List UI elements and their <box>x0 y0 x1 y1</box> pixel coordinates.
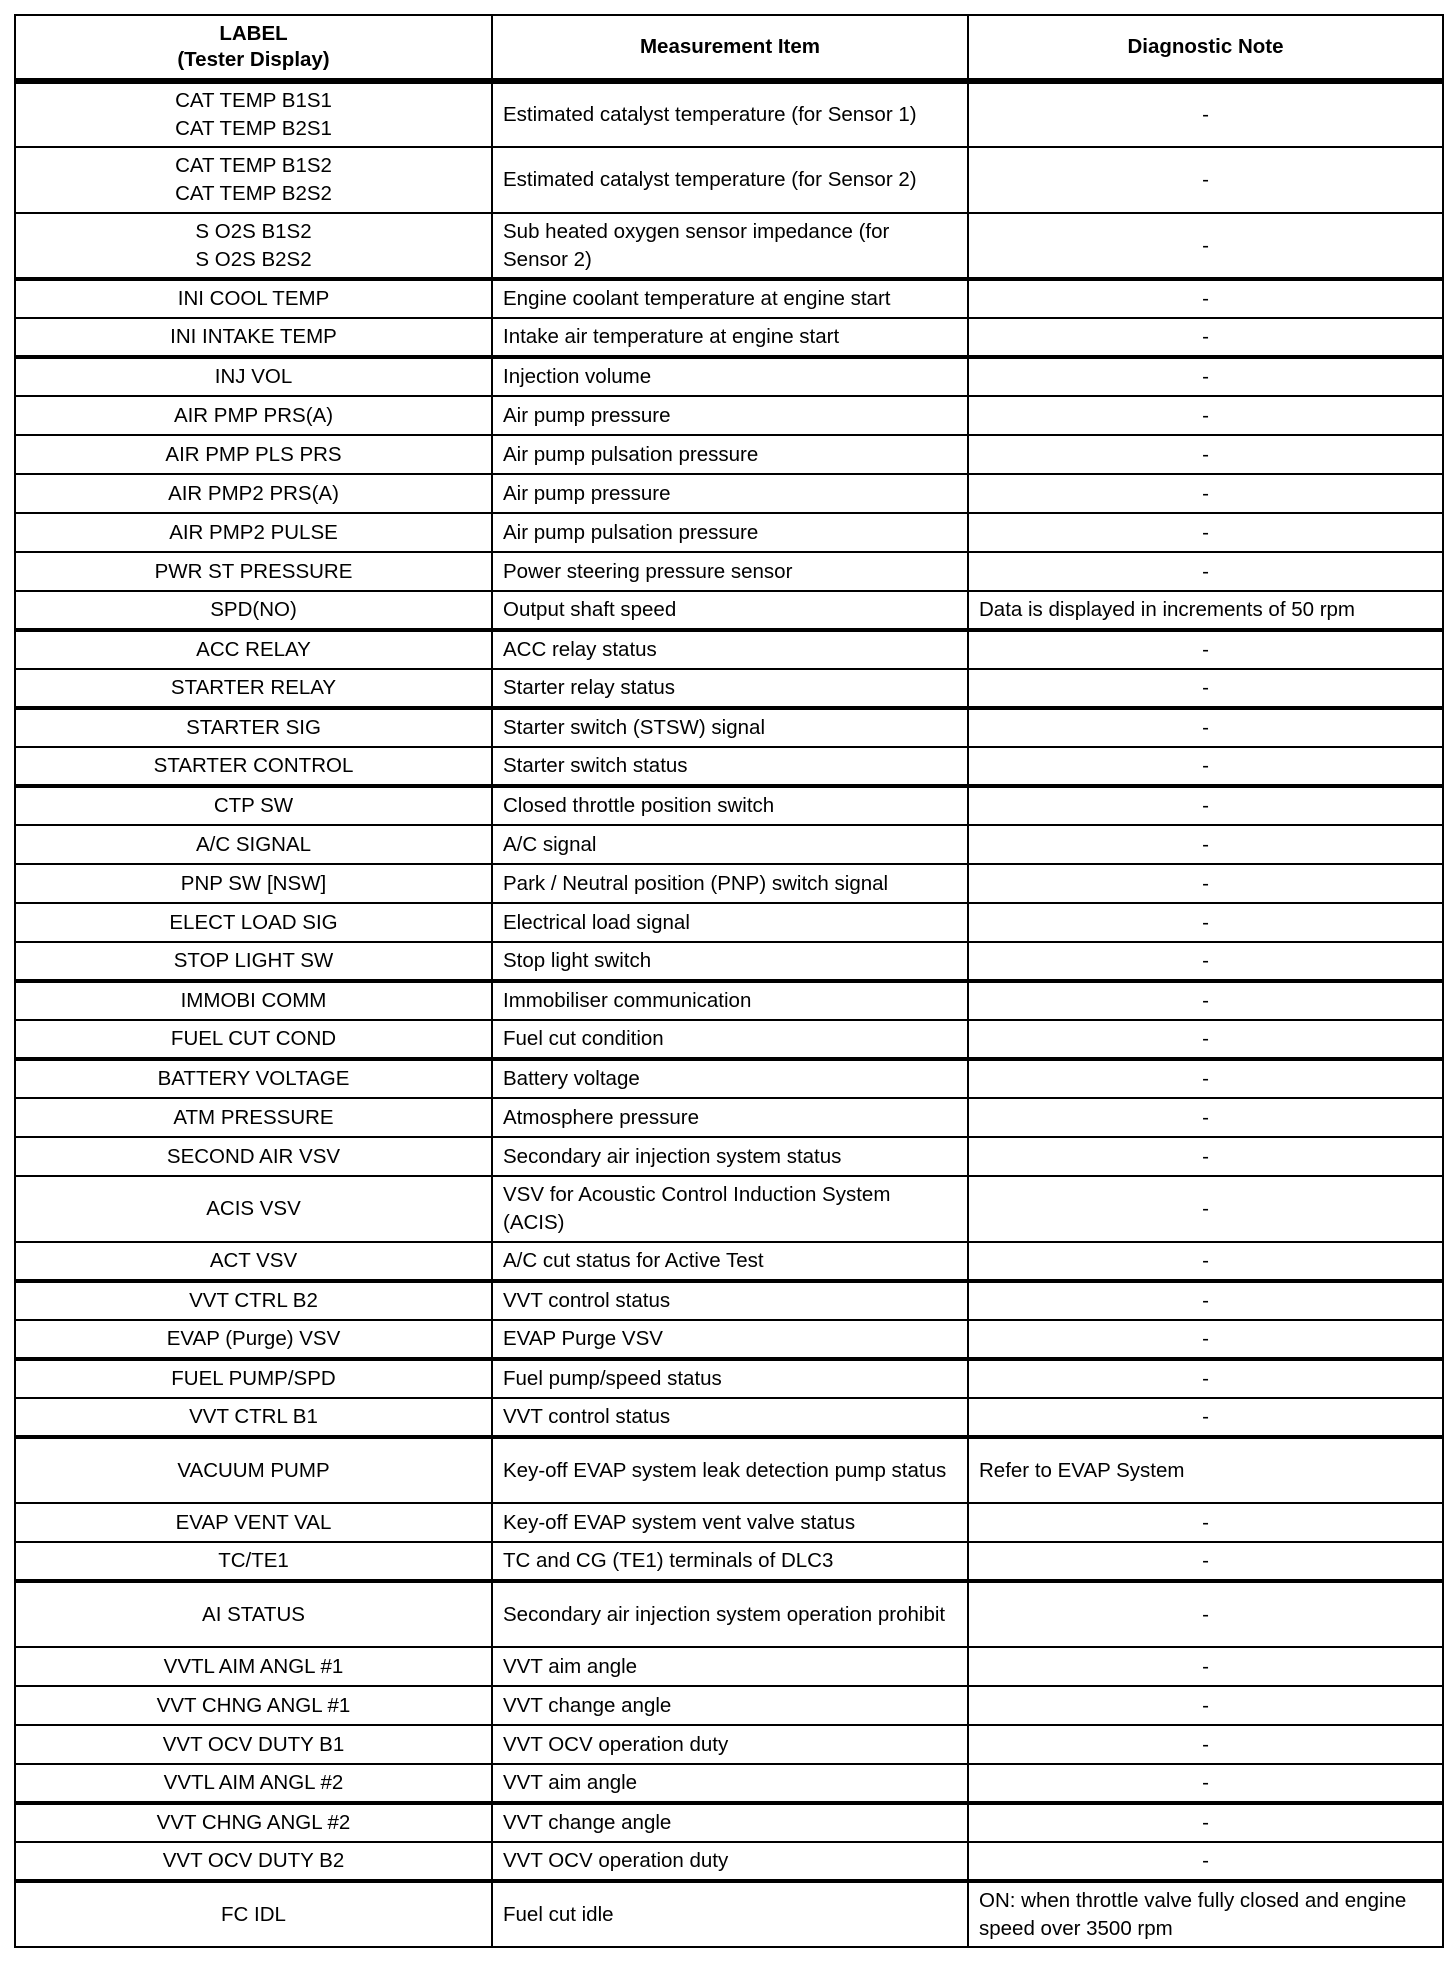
table-body <box>15 81 1443 1947</box>
row-label-line: S O2S B1S2 <box>195 219 312 243</box>
table-row <box>15 1881 1443 1947</box>
row-measurement-item: Starter switch (STSW) signal <box>492 708 968 747</box>
row-diagnostic-note: - <box>968 747 1443 786</box>
row-diagnostic-note: - <box>968 1686 1443 1725</box>
row-label: A/C SIGNAL <box>15 825 492 864</box>
row-diagnostic-note: - <box>968 435 1443 474</box>
table-row <box>15 1803 1443 1842</box>
row-measurement-item: VVT OCV operation duty <box>492 1725 968 1764</box>
row-diagnostic-note: - <box>968 1764 1443 1803</box>
row-diagnostic-note: - <box>968 147 1443 213</box>
table-row <box>15 1725 1443 1764</box>
row-measurement-item: Immobiliser communication <box>492 981 968 1020</box>
row-measurement-item: A/C cut status for Active Test <box>492 1242 968 1281</box>
row-label: TC/TE1 <box>15 1542 492 1581</box>
table-row <box>15 1059 1443 1098</box>
table-row <box>15 864 1443 903</box>
row-label: ACIS VSV <box>15 1176 492 1242</box>
row-measurement-item: Atmosphere pressure <box>492 1098 968 1137</box>
row-measurement-item: VVT OCV operation duty <box>492 1842 968 1881</box>
row-label: AIR PMP PRS(A) <box>15 396 492 435</box>
row-diagnostic-note: Refer to EVAP System <box>968 1437 1443 1503</box>
table-row <box>15 474 1443 513</box>
row-label: VVT OCV DUTY B2 <box>15 1842 492 1881</box>
row-label: AI STATUS <box>15 1581 492 1647</box>
row-label <box>15 81 492 147</box>
row-diagnostic-note: - <box>968 708 1443 747</box>
row-label: STARTER RELAY <box>15 669 492 708</box>
row-measurement-item: VVT aim angle <box>492 1764 968 1803</box>
row-measurement-item: Starter relay status <box>492 669 968 708</box>
row-label-line: CAT TEMP B2S2 <box>175 182 332 205</box>
row-diagnostic-note: - <box>968 1020 1443 1059</box>
row-diagnostic-note: - <box>968 396 1443 435</box>
row-label: VVT OCV DUTY B1 <box>15 1725 492 1764</box>
table-row <box>15 708 1443 747</box>
table-row <box>15 1647 1443 1686</box>
row-measurement-item: Air pump pressure <box>492 396 968 435</box>
table-row <box>15 669 1443 708</box>
row-measurement-item: VVT aim angle <box>492 1647 968 1686</box>
table-row <box>15 1242 1443 1281</box>
row-measurement-item: Secondary air injection system operation prohibit <box>492 1581 968 1647</box>
table-row <box>15 513 1443 552</box>
row-diagnostic-note: - <box>968 825 1443 864</box>
row-measurement-item: Output shaft speed <box>492 591 968 630</box>
row-diagnostic-note: - <box>968 1803 1443 1842</box>
row-label: AIR PMP PLS PRS <box>15 435 492 474</box>
row-label-line: CAT TEMP B2S1 <box>175 117 332 140</box>
row-label-line: CAT TEMP B1S1 <box>175 89 332 112</box>
row-diagnostic-note: - <box>968 1398 1443 1437</box>
table-row <box>15 1320 1443 1359</box>
row-diagnostic-note: - <box>968 630 1443 669</box>
row-label: BATTERY VOLTAGE <box>15 1059 492 1098</box>
row-measurement-item: A/C signal <box>492 825 968 864</box>
table-row <box>15 213 1443 279</box>
row-label: VVT CTRL B1 <box>15 1398 492 1437</box>
table-row <box>15 279 1443 318</box>
row-diagnostic-note: - <box>968 513 1443 552</box>
row-measurement-item: Fuel cut idle <box>492 1881 968 1947</box>
row-measurement-item: Sub heated oxygen sensor impedance (for Sensor 2) <box>492 213 968 279</box>
row-label: ACT VSV <box>15 1242 492 1281</box>
table-row <box>15 1098 1443 1137</box>
row-measurement-item: Injection volume <box>492 357 968 396</box>
table-row <box>15 1503 1443 1542</box>
row-label <box>15 213 492 279</box>
row-diagnostic-note: - <box>968 1359 1443 1398</box>
row-measurement-item: Estimated catalyst temperature (for Sensor 1) <box>492 81 968 147</box>
row-measurement-item: Air pump pulsation pressure <box>492 435 968 474</box>
row-label: FUEL PUMP/SPD <box>15 1359 492 1398</box>
row-measurement-item: Estimated catalyst temperature (for Sensor 2) <box>492 147 968 213</box>
table-row <box>15 1137 1443 1176</box>
row-measurement-item: VVT control status <box>492 1398 968 1437</box>
row-label: PNP SW [NSW] <box>15 864 492 903</box>
row-diagnostic-note: - <box>968 81 1443 147</box>
row-label <box>15 147 492 213</box>
row-label: VVT CTRL B2 <box>15 1281 492 1320</box>
table-row <box>15 786 1443 825</box>
table-row <box>15 552 1443 591</box>
row-diagnostic-note: - <box>968 942 1443 981</box>
diagnostic-table-container <box>14 14 1442 1948</box>
table-row <box>15 1764 1443 1803</box>
table-row <box>15 630 1443 669</box>
row-diagnostic-note: - <box>968 318 1443 357</box>
row-label: INI COOL TEMP <box>15 279 492 318</box>
row-label: AIR PMP2 PRS(A) <box>15 474 492 513</box>
table-row <box>15 1686 1443 1725</box>
row-label: AIR PMP2 PULSE <box>15 513 492 552</box>
table-row <box>15 1842 1443 1881</box>
row-diagnostic-note: - <box>968 1320 1443 1359</box>
row-label: ACC RELAY <box>15 630 492 669</box>
row-label: VVTL AIM ANGL #1 <box>15 1647 492 1686</box>
row-diagnostic-note: - <box>968 903 1443 942</box>
table-row <box>15 318 1443 357</box>
row-measurement-item: Fuel cut condition <box>492 1020 968 1059</box>
row-measurement-item: Battery voltage <box>492 1059 968 1098</box>
row-diagnostic-note: - <box>968 552 1443 591</box>
row-measurement-item: ACC relay status <box>492 630 968 669</box>
row-label: CTP SW <box>15 786 492 825</box>
row-diagnostic-note: Data is displayed in increments of 50 rpm <box>968 591 1443 630</box>
row-diagnostic-note: - <box>968 1725 1443 1764</box>
row-measurement-item: Stop light switch <box>492 942 968 981</box>
row-diagnostic-note: ON: when throttle valve fully closed and engine speed over 3500 rpm <box>968 1881 1443 1947</box>
row-label: ELECT LOAD SIG <box>15 903 492 942</box>
table-row <box>15 942 1443 981</box>
row-measurement-item: Intake air temperature at engine start <box>492 318 968 357</box>
row-measurement-item: Secondary air injection system status <box>492 1137 968 1176</box>
row-measurement-item: VVT change angle <box>492 1686 968 1725</box>
row-diagnostic-note: - <box>968 1242 1443 1281</box>
table-row <box>15 747 1443 786</box>
row-label-line: CAT TEMP B1S2 <box>175 154 332 177</box>
table-row <box>15 1020 1443 1059</box>
row-diagnostic-note: - <box>968 1281 1443 1320</box>
row-measurement-item: Key-off EVAP system vent valve status <box>492 1503 968 1542</box>
table-row <box>15 981 1443 1020</box>
row-measurement-item: Engine coolant temperature at engine start <box>492 279 968 318</box>
row-measurement-item: VSV for Acoustic Control Induction System (ACIS) <box>492 1176 968 1242</box>
header-label-line1: LABEL <box>219 22 288 45</box>
row-diagnostic-note: - <box>968 1098 1443 1137</box>
row-label: VVT CHNG ANGL #2 <box>15 1803 492 1842</box>
header-diagnostic-note: Diagnostic Note <box>968 15 1443 81</box>
row-label: SPD(NO) <box>15 591 492 630</box>
row-measurement-item: Park / Neutral position (PNP) switch signal <box>492 864 968 903</box>
table-row <box>15 1437 1443 1503</box>
row-measurement-item: Air pump pressure <box>492 474 968 513</box>
row-measurement-item: Electrical load signal <box>492 903 968 942</box>
row-label: EVAP VENT VAL <box>15 1503 492 1542</box>
header-measurement-item: Measurement Item <box>492 15 968 81</box>
row-label: SECOND AIR VSV <box>15 1137 492 1176</box>
row-label: EVAP (Purge) VSV <box>15 1320 492 1359</box>
table-row <box>15 591 1443 630</box>
table-row <box>15 1542 1443 1581</box>
table-row <box>15 903 1443 942</box>
row-measurement-item: TC and CG (TE1) terminals of DLC3 <box>492 1542 968 1581</box>
row-diagnostic-note: - <box>968 1647 1443 1686</box>
row-label: INI INTAKE TEMP <box>15 318 492 357</box>
table-row <box>15 1176 1443 1242</box>
row-diagnostic-note: - <box>968 474 1443 513</box>
row-label: STOP LIGHT SW <box>15 942 492 981</box>
row-label: STARTER CONTROL <box>15 747 492 786</box>
row-label: FUEL CUT COND <box>15 1020 492 1059</box>
data-list-table <box>14 14 1444 1948</box>
row-measurement-item: Starter switch status <box>492 747 968 786</box>
row-diagnostic-note: - <box>968 1581 1443 1647</box>
table-row <box>15 147 1443 213</box>
header-label-line2: (Tester Display) <box>177 48 330 71</box>
row-label: STARTER SIG <box>15 708 492 747</box>
row-measurement-item: Closed throttle position switch <box>492 786 968 825</box>
row-diagnostic-note: - <box>968 981 1443 1020</box>
row-diagnostic-note: - <box>968 786 1443 825</box>
row-measurement-item: Power steering pressure sensor <box>492 552 968 591</box>
row-diagnostic-note: - <box>968 669 1443 708</box>
row-measurement-item: Air pump pulsation pressure <box>492 513 968 552</box>
row-label: IMMOBI COMM <box>15 981 492 1020</box>
row-label: VVT CHNG ANGL #1 <box>15 1686 492 1725</box>
table-row <box>15 1359 1443 1398</box>
table-row <box>15 1281 1443 1320</box>
row-measurement-item: EVAP Purge VSV <box>492 1320 968 1359</box>
row-diagnostic-note: - <box>968 1137 1443 1176</box>
table-row <box>15 825 1443 864</box>
row-label: ATM PRESSURE <box>15 1098 492 1137</box>
row-label: FC IDL <box>15 1881 492 1947</box>
row-measurement-item: VVT control status <box>492 1281 968 1320</box>
table-row <box>15 435 1443 474</box>
row-label: VVTL AIM ANGL #2 <box>15 1764 492 1803</box>
table-row <box>15 81 1443 147</box>
row-label: VACUUM PUMP <box>15 1437 492 1503</box>
table-row <box>15 1398 1443 1437</box>
row-diagnostic-note: - <box>968 1842 1443 1881</box>
row-diagnostic-note: - <box>968 1503 1443 1542</box>
row-measurement-item: Key-off EVAP system leak detection pump status <box>492 1437 968 1503</box>
row-measurement-item: VVT change angle <box>492 1803 968 1842</box>
row-label: INJ VOL <box>15 357 492 396</box>
row-diagnostic-note: - <box>968 1176 1443 1242</box>
row-label: PWR ST PRESSURE <box>15 552 492 591</box>
row-diagnostic-note: - <box>968 864 1443 903</box>
row-diagnostic-note: - <box>968 1059 1443 1098</box>
table-row <box>15 1581 1443 1647</box>
table-header-row <box>15 15 1443 81</box>
row-label-line: S O2S B2S2 <box>195 247 312 271</box>
row-diagnostic-note: - <box>968 213 1443 279</box>
table-row <box>15 396 1443 435</box>
row-diagnostic-note: - <box>968 357 1443 396</box>
row-diagnostic-note: - <box>968 1542 1443 1581</box>
table-row <box>15 357 1443 396</box>
header-label <box>15 15 492 81</box>
row-measurement-item: Fuel pump/speed status <box>492 1359 968 1398</box>
row-diagnostic-note: - <box>968 279 1443 318</box>
